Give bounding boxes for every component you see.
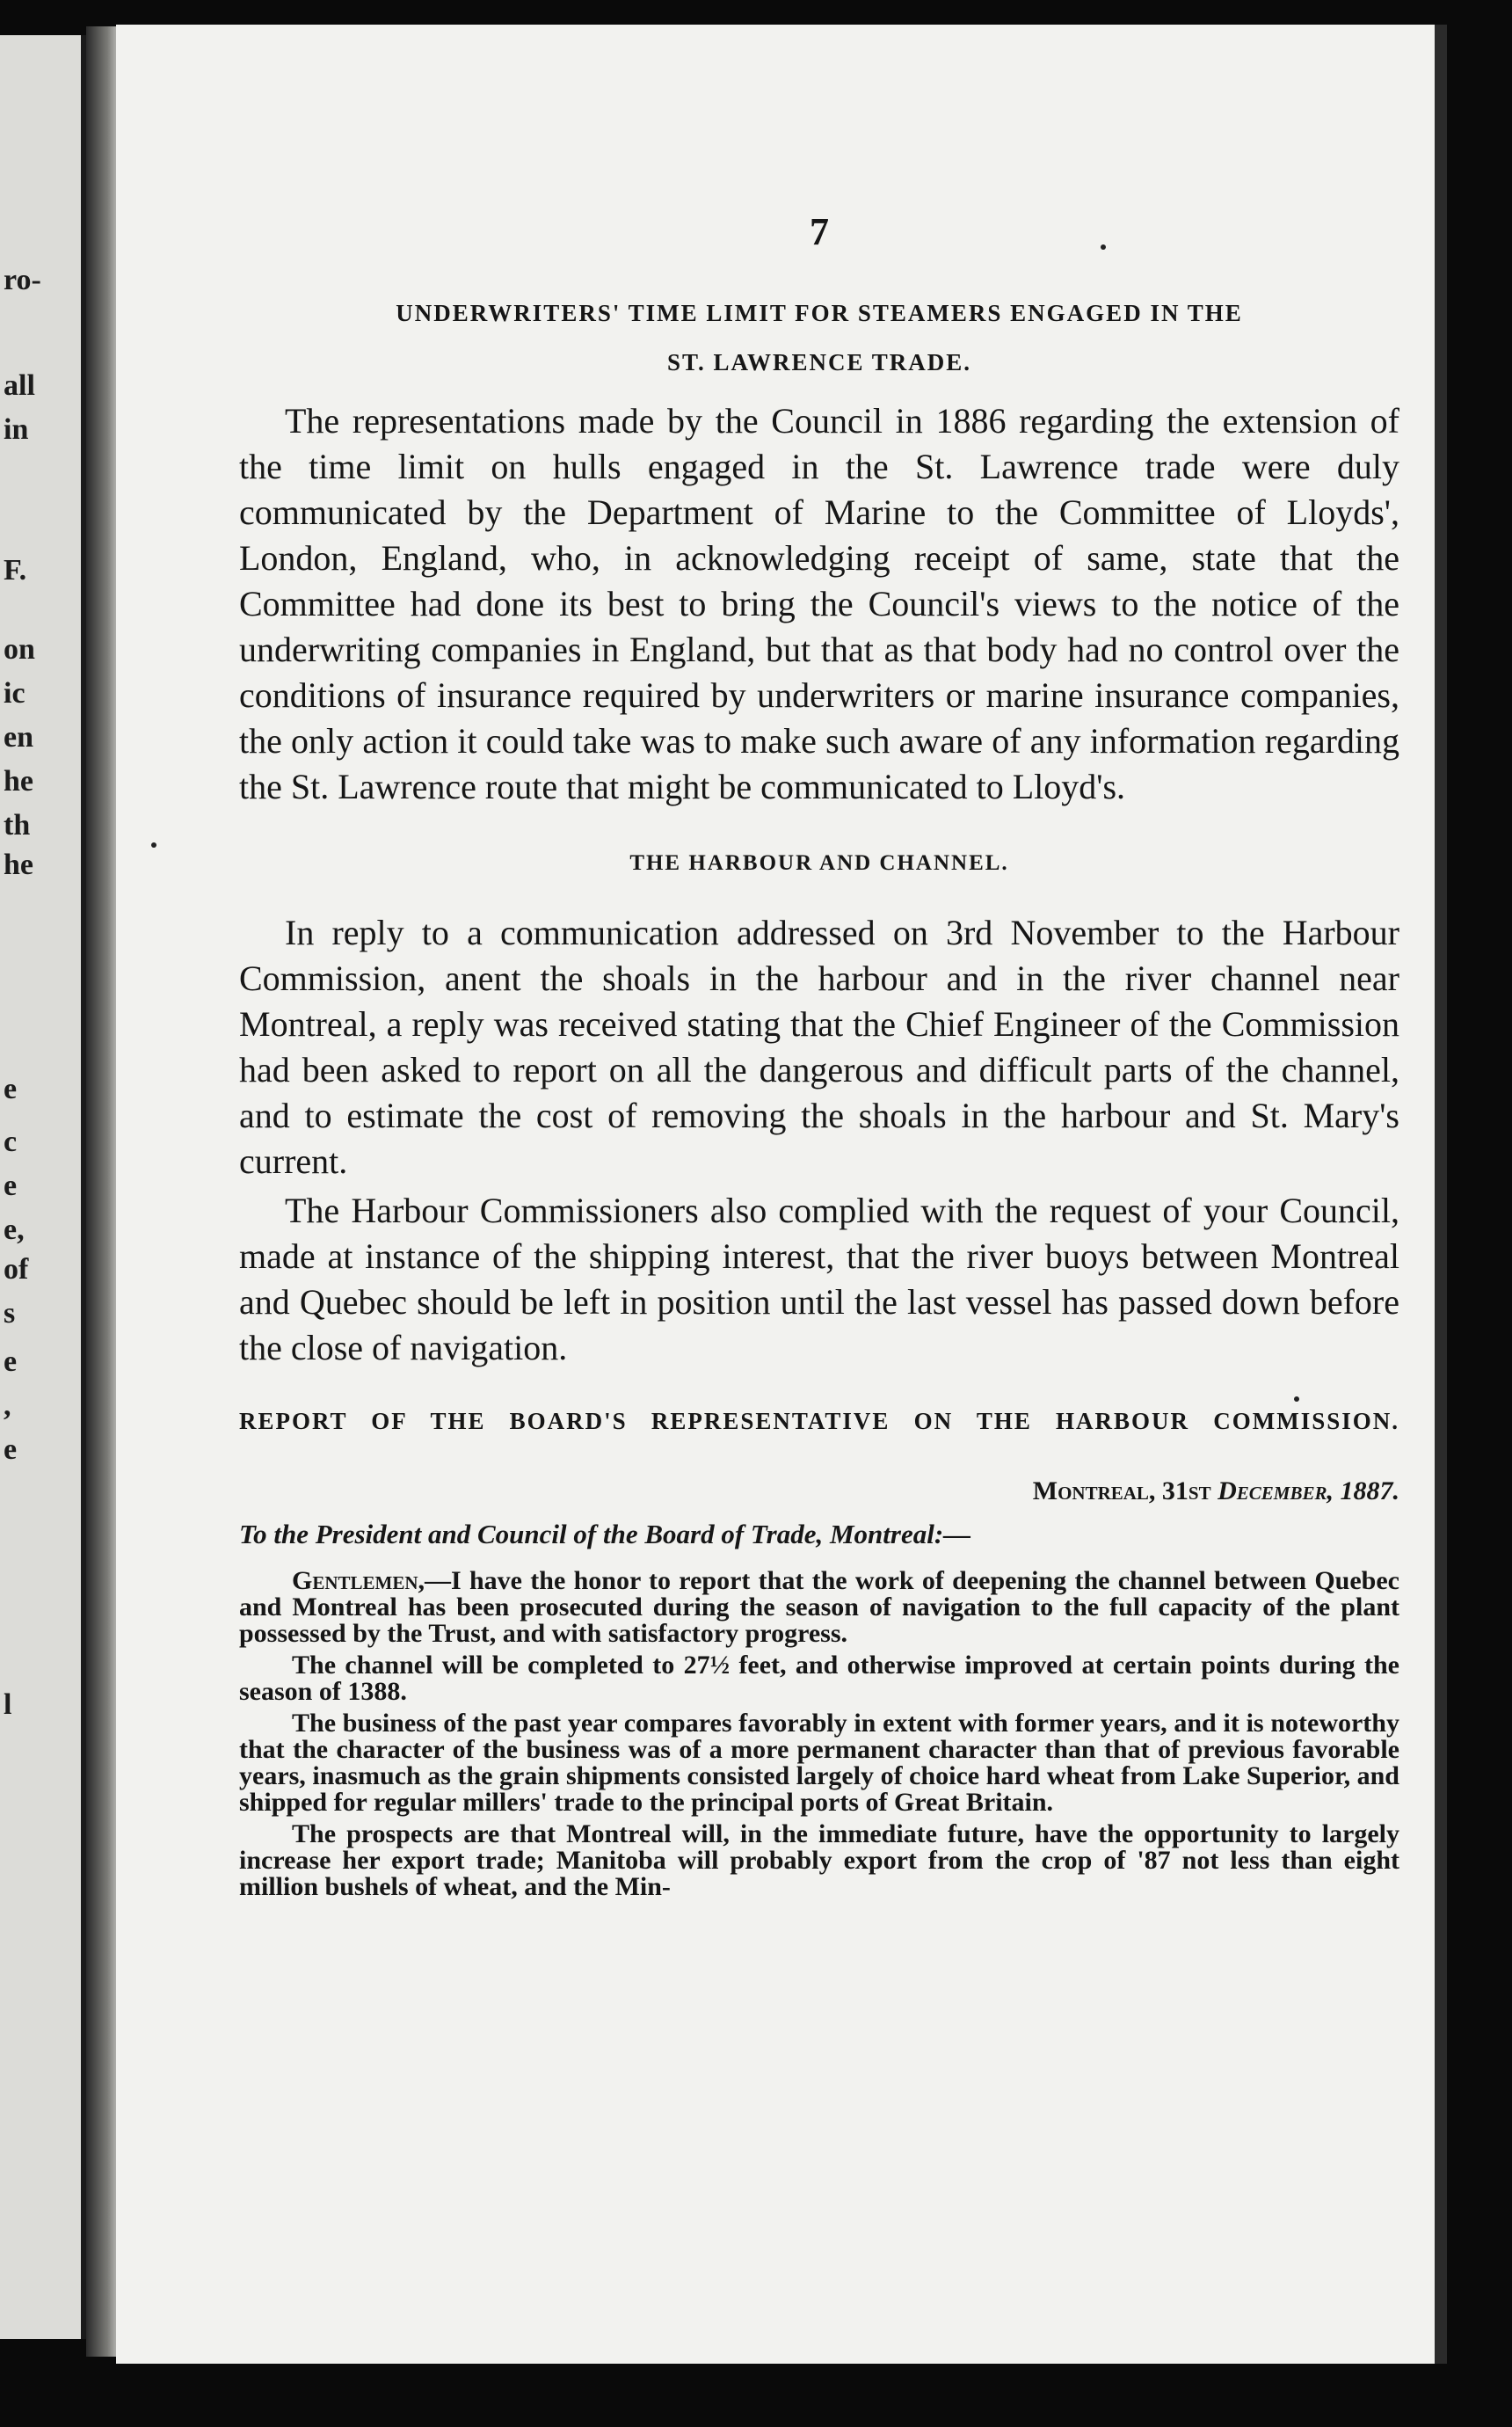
section-underwriters (239, 293, 1399, 810)
prev-page-fragment: ro- (4, 264, 41, 296)
prev-page-fragment: F. (4, 554, 27, 587)
prev-page-fragment: e, (4, 1214, 25, 1246)
section-heading: ST. LAWRENCE TRADE. (666, 349, 972, 375)
paragraph: In reply to a communication addressed on 3rd November to the Harbour Commission, anent the shoals in the harbour and in the river channel near Montreal, a reply was received stating that the Chief Engineer of the Commission had been asked to report on all the dangerous and difficult parts of the channel, and to estimate the cost of removing the shoals in the harbour and St. Mary's current. (239, 913, 1399, 1181)
prev-page-fragment: l (4, 1688, 12, 1721)
section-heading: REPORT OF THE BOARD'S REPRESENTATIVE ON THE HARBOUR COMMISSION. (239, 1408, 1399, 1434)
prev-page-fragment: e (4, 1170, 18, 1202)
prev-page-fragment: on (4, 633, 35, 666)
prev-page-fragment: of (4, 1253, 29, 1286)
previous-page-edge (0, 35, 86, 2339)
page-content (239, 209, 1399, 1900)
letter-paragraph-text: —I have the honor to report that the work of deepening the channel between Quebec and Montreal has been prosecuted during the season of navigation to the full capacity of the plant possessed by the Trust, and with satisfactory progress. (239, 1566, 1399, 1648)
page-number: 7 (810, 210, 829, 253)
letter-paragraph: The business of the past year compares favorably in extent with former years, and it is noteworthy that the character of the business was of a more permanent character than that of previous favorable years, inasmuch as the grain shipments consisted largely of choice hard wheat from Lake Superior, and shipped for regular millers' trade to the principal ports of Great Britain. (239, 1709, 1399, 1817)
letter-paragraph: The channel will be completed to 27½ feet, and otherwise improved at certain points during the season of 1388. (239, 1651, 1399, 1706)
letter-paragraph: The prospects are that Montreal will, in the immediate future, have the opportunity to largely increase her export trade; Manitoba will probably export from the crop of '87 not less than eight million bushels of wheat, and the Min- (239, 1819, 1399, 1901)
prev-page-fragment: ic (4, 677, 25, 710)
section-harbour-report (239, 1401, 1399, 1900)
print-speck (151, 842, 156, 848)
dateline-date: December, 1887. (1218, 1476, 1399, 1505)
opening-word: Gentlemen, (292, 1566, 425, 1595)
dateline-place: Montreal, 31st (1032, 1476, 1211, 1505)
prev-page-fragment: all (4, 369, 35, 402)
prev-page-fragment: c (4, 1126, 18, 1158)
section-harbour-channel (239, 843, 1399, 1371)
prev-page-fragment: he (4, 849, 33, 881)
prev-page-fragment: in (4, 413, 29, 446)
salutation: To the President and Council of the Board of Trade, Montreal:— (239, 1519, 971, 1549)
document-page (116, 25, 1447, 2364)
prev-page-fragment: s (4, 1297, 16, 1330)
prev-page-fragment: th (4, 809, 31, 842)
prev-page-fragment: e (4, 1073, 18, 1105)
section-heading: THE HARBOUR AND CHANNEL. (629, 851, 1009, 875)
dateline (239, 1476, 1399, 1506)
prev-page-fragment: e (4, 1345, 18, 1378)
section-heading: UNDERWRITERS' TIME LIMIT FOR STEAMERS ENGAGED IN THE (396, 300, 1243, 326)
letter-paragraph (239, 1568, 1399, 1647)
prev-page-fragment: en (4, 721, 33, 754)
prev-page-fragment: he (4, 765, 33, 798)
prev-page-fragment: e (4, 1433, 18, 1466)
prev-page-fragment: , (4, 1389, 11, 1422)
paragraph: The representations made by the Council in 1886 regarding the extension of the time limit on hulls engaged in the St. Lawrence trade were duly communicated by the Department of Marine to the Committee of Lloyds', London, England, who, in acknowledging receipt of same, state that the Committee had done its best to bring the Council's views to the notice of the underwriting companies in England, but that as that body had no control over the conditions of insurance required by underwriters or marine insurance companies, the only action it could take was to make such aware of any information regarding the St. Lawrence route that might be communicated to Lloyd's. (239, 401, 1399, 806)
paragraph: The Harbour Commissioners also complied with the request of your Council, made at instance of the shipping interest, that the river buoys between Montreal and Quebec should be left in position until the last vessel has passed down before the close of navigation. (239, 1191, 1399, 1367)
